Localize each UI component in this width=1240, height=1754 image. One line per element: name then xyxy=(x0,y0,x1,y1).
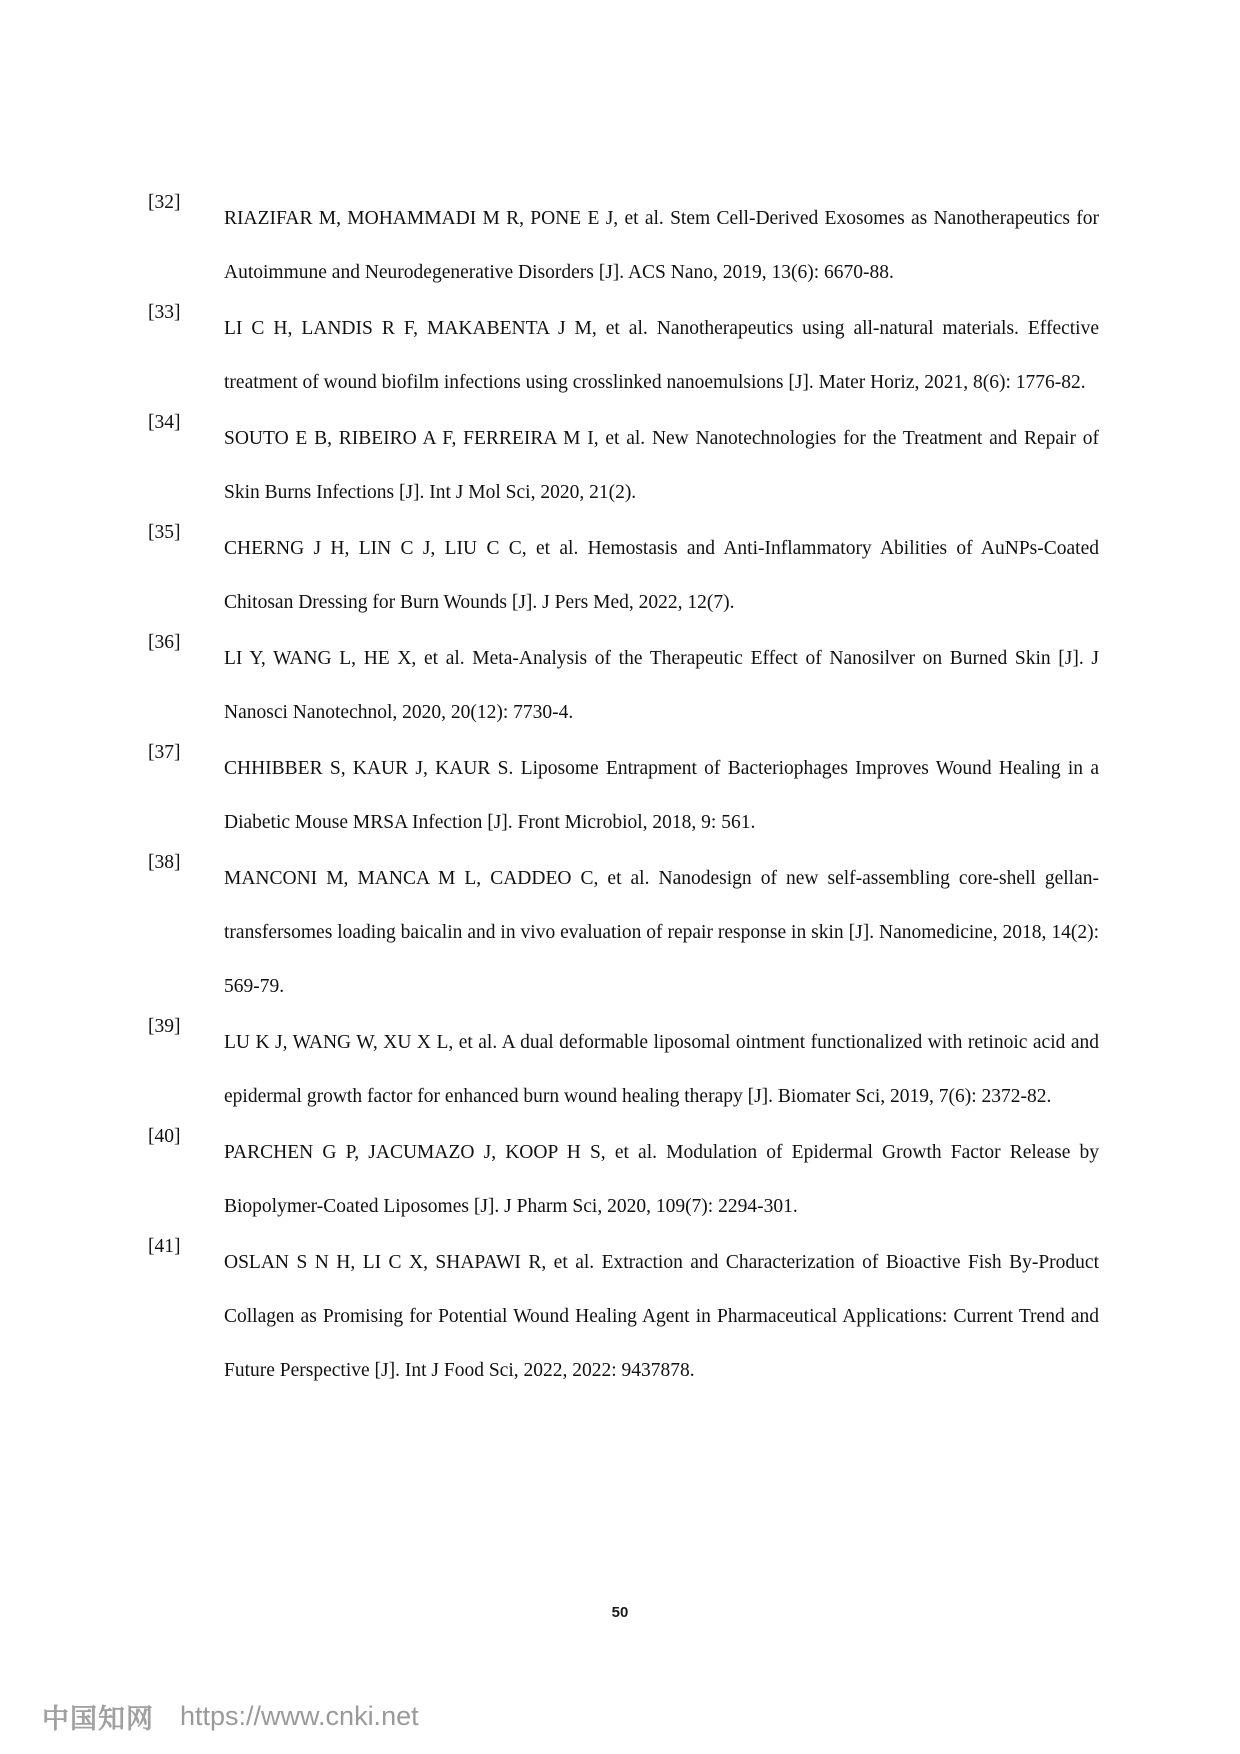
reference-text: CHHIBBER S, KAUR J, KAUR S. Liposome Entrapment of Bacteriophages Improves Wound Healing in a Diabetic Mouse MRSA Infection [J]. Front Microbiol, 2018, 9: 561. xyxy=(224,758,1099,833)
watermark xyxy=(42,1697,419,1736)
reference-text: LI Y, WANG L, HE X, et al. Meta-Analysis of the Therapeutic Effect of Nanosilver on Burned Skin [J]. J Nanosci Nanotechnol, 2020, 20(12): 7730-4. xyxy=(224,648,1099,723)
reference-item xyxy=(0,522,1240,630)
reference-item xyxy=(0,1236,1240,1398)
reference-item xyxy=(0,192,1240,300)
reference-number: [35] xyxy=(148,522,181,543)
reference-text: MANCONI M, MANCA M L, CADDEO C, et al. Nanodesign of new self-assembling core-shell gellan-transfersomes loading baicalin and in vivo evaluation of repair response in skin [J]. Nanomedicine, 2018, 14(2): 569-79. xyxy=(224,868,1099,997)
watermark-url: https://www.cnki.net xyxy=(180,1701,419,1731)
reference-number: [41] xyxy=(148,1236,181,1257)
reference-number: [32] xyxy=(148,192,181,213)
reference-number: [36] xyxy=(148,632,181,653)
reference-item xyxy=(0,742,1240,850)
page-number: 50 xyxy=(611,1604,629,1621)
reference-number: [34] xyxy=(148,412,181,433)
reference-text: OSLAN S N H, LI C X, SHAPAWI R, et al. Extraction and Characterization of Bioactive Fish By-Product Collagen as Promising for Potential Wound Healing Agent in Pharmaceutical Applications: Current Trend and Future Perspective [J]. Int J Food Sci, 2022, 2022: 9437878. xyxy=(224,1252,1099,1381)
reference-text: RIAZIFAR M, MOHAMMADI M R, PONE E J, et al. Stem Cell-Derived Exosomes as Nanotherapeutics for Autoimmune and Neurodegenerative Disorders [J]. ACS Nano, 2019, 13(6): 6670-88. xyxy=(224,208,1099,283)
reference-item xyxy=(0,852,1240,1014)
watermark-logo: 中国知网 xyxy=(42,1704,154,1734)
reference-item xyxy=(0,302,1240,410)
reference-item xyxy=(0,1126,1240,1234)
reference-item xyxy=(0,412,1240,520)
reference-text: SOUTO E B, RIBEIRO A F, FERREIRA M I, et al. New Nanotechnologies for the Treatment and Repair of Skin Burns Infections [J]. Int J Mol Sci, 2020, 21(2). xyxy=(224,428,1099,503)
reference-item xyxy=(0,632,1240,740)
reference-number: [37] xyxy=(148,742,181,763)
reference-number: [33] xyxy=(148,302,181,323)
reference-number: [40] xyxy=(148,1126,181,1147)
reference-list xyxy=(0,192,1240,1416)
reference-text: LI C H, LANDIS R F, MAKABENTA J M, et al. Nanotherapeutics using all-natural materials. Effective treatment of wound biofilm infections using crosslinked nanoemulsions [J]. Mater Horiz, 2021, 8(6): 1776-82. xyxy=(224,318,1099,393)
reference-text: PARCHEN G P, JACUMAZO J, KOOP H S, et al. Modulation of Epidermal Growth Factor Release by Biopolymer-Coated Liposomes [J]. J Pharm Sci, 2020, 109(7): 2294-301. xyxy=(224,1142,1099,1217)
reference-number: [39] xyxy=(148,1016,181,1037)
reference-item xyxy=(0,1016,1240,1124)
reference-text: LU K J, WANG W, XU X L, et al. A dual deformable liposomal ointment functionalized with retinoic acid and epidermal growth factor for enhanced burn wound healing therapy [J]. Biomater Sci, 2019, 7(6): 2372-82. xyxy=(224,1032,1099,1107)
reference-number: [38] xyxy=(148,852,181,873)
reference-text: CHERNG J H, LIN C J, LIU C C, et al. Hemostasis and Anti-Inflammatory Abilities of AuNPs-Coated Chitosan Dressing for Burn Wounds [J]. J Pers Med, 2022, 12(7). xyxy=(224,538,1099,613)
